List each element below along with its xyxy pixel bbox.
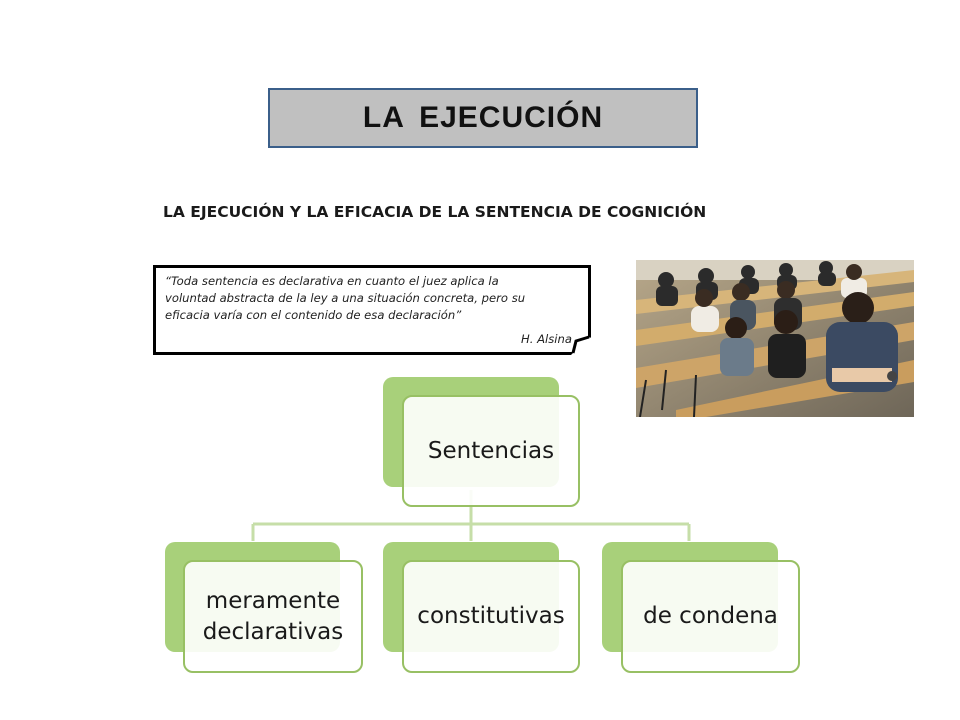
root-node [402, 395, 580, 507]
child-node-1-line-1: meramente [205, 587, 341, 614]
child-node-2-label: constitutivas [417, 603, 565, 629]
quote-line-1: “Toda sentencia es declarativa en cuanto el juez aplica la [165, 274, 499, 288]
child-node-meramente-declarativas [183, 560, 363, 673]
quote-line-3: eficacia varía con el contenido de esa declaración” [165, 308, 462, 323]
quote-author: H. Alsina [521, 332, 572, 346]
slide-subtitle: LA EJECUCIÓN Y LA EFICACIA DE LA SENTENCIA DE COGNICIÓN [163, 203, 707, 221]
quote-line-2: voluntad abstracta de la ley a una situación concreta, pero su [165, 291, 526, 306]
child-node-1-line-2: declarativas [202, 618, 344, 645]
child-node-constitutivas [402, 560, 580, 673]
slide-title: LA EJECUCIÓN [362, 101, 604, 134]
root-node-label: Sentencias [427, 437, 555, 464]
child-node-de-condena [621, 560, 800, 673]
child-node-3-label: de condena [643, 603, 778, 629]
